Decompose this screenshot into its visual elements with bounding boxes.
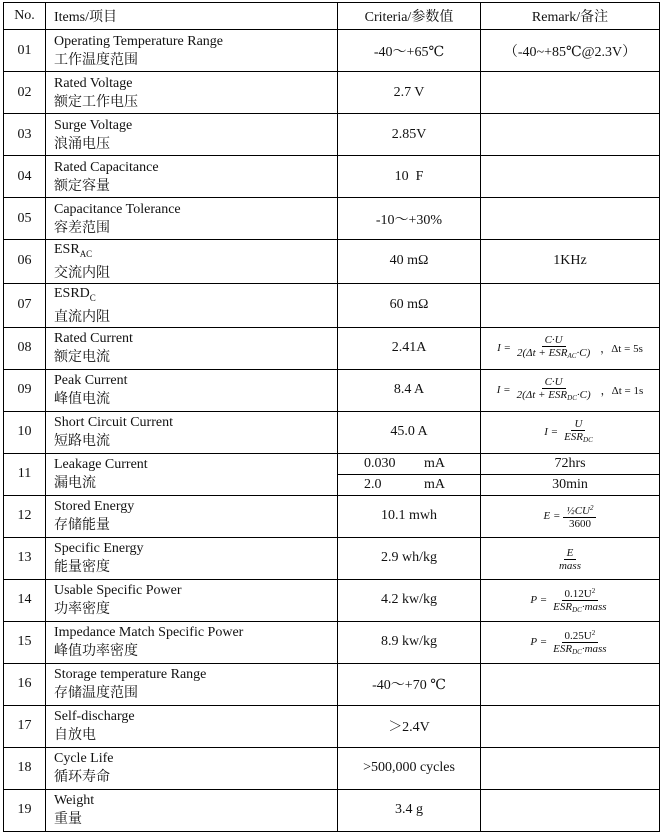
item-name-en: Surge Voltage [54,117,133,133]
header-remark: Remark/备注 [481,3,660,30]
item-name-cn: 额定电流 [54,350,110,366]
item-name-cn: 工作温度范围 [54,52,138,68]
item-name-en: Peak Current [54,373,128,389]
item-name [46,327,338,369]
item-name-en: Impedance Match Specific Power [54,625,244,641]
item-name [46,663,338,705]
item-name [46,495,338,537]
criteria-value: >500,000 cycles [338,747,481,789]
criteria-value: 2.7 V [338,72,481,114]
item-name-en: Stored Energy [54,499,135,515]
remark-value: 1KHz [481,240,660,284]
table-row [4,327,660,369]
criteria-value: 2.41A [338,327,481,369]
row-number: 05 [4,198,46,240]
criteria-value: 45.0 A [338,411,481,453]
remark-value [481,283,660,327]
row-number: 10 [4,411,46,453]
item-name-en: Rated Current [54,331,133,347]
header-criteria: Criteria/参数值 [338,3,481,30]
item-name-cn: 短路电流 [54,434,110,450]
table-row [4,198,660,240]
short-circuit-formula: I = $\frac{U}{\text{ESRDC}}$ [481,411,660,453]
item-name-cn: 功率密度 [54,602,110,618]
item-name-en: $ESR_{AC}$ [54,242,93,259]
item-name [46,621,338,663]
item-name-cn: 存储能量 [54,518,110,534]
row-number: 11 [4,453,46,495]
table-row [4,453,660,474]
row-number: 14 [4,579,46,621]
table-row [4,240,660,284]
item-name-cn: 重量 [54,812,82,828]
item-name-en: Specific Energy [54,541,144,557]
specific-energy-formula: $\frac{E}{\text{mass}}$ [481,537,660,579]
row-number: 13 [4,537,46,579]
item-name-cn: 额定容量 [54,178,110,194]
row-number: 19 [4,789,46,831]
item-name-en: Rated Voltage [54,75,133,91]
table-row [4,114,660,156]
criteria-value: 60 mΩ [338,283,481,327]
item-name [46,369,338,411]
remark-value [481,114,660,156]
table-row [4,72,660,114]
row-number: 15 [4,621,46,663]
item-name-en: Weight [54,793,95,809]
criteria-value: 3.4 g [338,789,481,831]
table-row [4,495,660,537]
row-number: 17 [4,705,46,747]
item-name-en: Self-discharge [54,709,135,725]
remark-value [481,789,660,831]
remark-value [481,705,660,747]
criteria-value: 10.1 mwh [338,495,481,537]
item-name-cn: 峰值电流 [54,392,110,408]
table-row [4,663,660,705]
item-name [46,747,338,789]
criteria-value: -10～+30% [338,198,481,240]
header-items: Items/项目 [46,3,338,30]
table-row [4,705,660,747]
item-name-en: Leakage Current [54,457,148,473]
item-name [46,705,338,747]
row-number: 02 [4,72,46,114]
item-name-en: Usable Specific Power [54,583,182,599]
table-row [4,283,660,327]
table-row [4,789,660,831]
table-row [4,30,660,72]
item-name [46,198,338,240]
row-number: 04 [4,156,46,198]
item-name-en: Short Circuit Current [54,415,173,431]
remark-value [481,156,660,198]
item-name-cn: 交流内阻 [54,265,110,281]
criteria-value: 8.9 kw/kg [338,621,481,663]
item-name-en: Cycle Life [54,751,114,767]
remark-value: 30min [481,474,660,495]
criteria-value: 10 F [338,156,481,198]
criteria-value: 2.9 wh/kg [338,537,481,579]
row-number: 09 [4,369,46,411]
item-name-cn: 直流内阻 [54,309,110,325]
row-number: 18 [4,747,46,789]
item-name [46,411,338,453]
table-row [4,621,660,663]
item-name [46,537,338,579]
item-name-en: Storage temperature Range [54,667,207,683]
remark-value: （-40~+85℃@2.3V） [481,30,660,72]
usable-power-formula: P = $\frac{0.12U^2}{\text{ESRDC·mass}}$ [481,579,660,621]
remark-value [481,663,660,705]
table-row [4,747,660,789]
impedance-power-formula: P = $\frac{0.25U^2}{\text{ESRDC·mass}}$ [481,621,660,663]
item-name-cn: 额定工作电压 [54,94,138,110]
item-name [46,114,338,156]
item-name-cn: 漏电流 [54,476,96,492]
row-number: 06 [4,240,46,284]
remark-value [481,198,660,240]
criteria-value: -40～+65℃ [338,30,481,72]
item-name-cn: 峰值功率密度 [54,644,138,660]
item-name-cn: 能量密度 [54,560,110,576]
remark-value: 72hrs [481,453,660,474]
row-number: 07 [4,283,46,327]
row-number: 08 [4,327,46,369]
item-name-cn: 容差范围 [54,220,110,236]
item-name [46,240,338,284]
criteria-value: 8.4 A [338,369,481,411]
item-name [46,579,338,621]
row-number: 16 [4,663,46,705]
item-name-en: $ESRD_C$ [54,285,96,303]
table-row [4,537,660,579]
criteria-value: 40 mΩ [338,240,481,284]
row-number: 01 [4,30,46,72]
table-row [4,369,660,411]
item-name-en: Capacitance Tolerance [54,201,181,217]
criteria-value: 0.030 mA [338,453,481,474]
item-name [46,30,338,72]
table-row [4,411,660,453]
remark-value [481,72,660,114]
header-row [4,3,660,30]
stored-energy-formula: E = $\frac{\frac{1}{2}CU^2}{3600}$ [481,495,660,537]
item-name [46,789,338,831]
criteria-value: 4.2 kw/kg [338,579,481,621]
item-name-cn: 存储温度范围 [54,686,138,702]
item-name [46,453,338,495]
spec-table [3,2,660,832]
item-name-en: Rated Capacitance [54,159,159,175]
item-name-cn: 浪涌电压 [54,136,110,152]
criteria-value: ＞2.4V [338,705,481,747]
criteria-value: 2.0 mA [338,474,481,495]
rated-current-formula: I = $\frac{C\cdot U}{\text{2(Δt + ESRAC·C)}}$ ，Δt = 5s [481,327,660,369]
table-row [4,579,660,621]
peak-current-formula: I = $\frac{C\cdot U}{\text{2(Δt + ESRDC·C)}}$ ，Δt = 1s [481,369,660,411]
item-name-cn: 循环寿命 [54,770,110,786]
table-row [4,156,660,198]
row-number: 03 [4,114,46,156]
remark-value [481,747,660,789]
item-name [46,283,338,327]
criteria-value: 2.85V [338,114,481,156]
criteria-value: -40～+70 ℃ [338,663,481,705]
item-name [46,156,338,198]
header-no: No. [4,3,46,30]
row-number: 12 [4,495,46,537]
item-name-en: Operating Temperature Range [54,33,224,49]
item-name [46,72,338,114]
item-name-cn: 自放电 [54,728,96,744]
